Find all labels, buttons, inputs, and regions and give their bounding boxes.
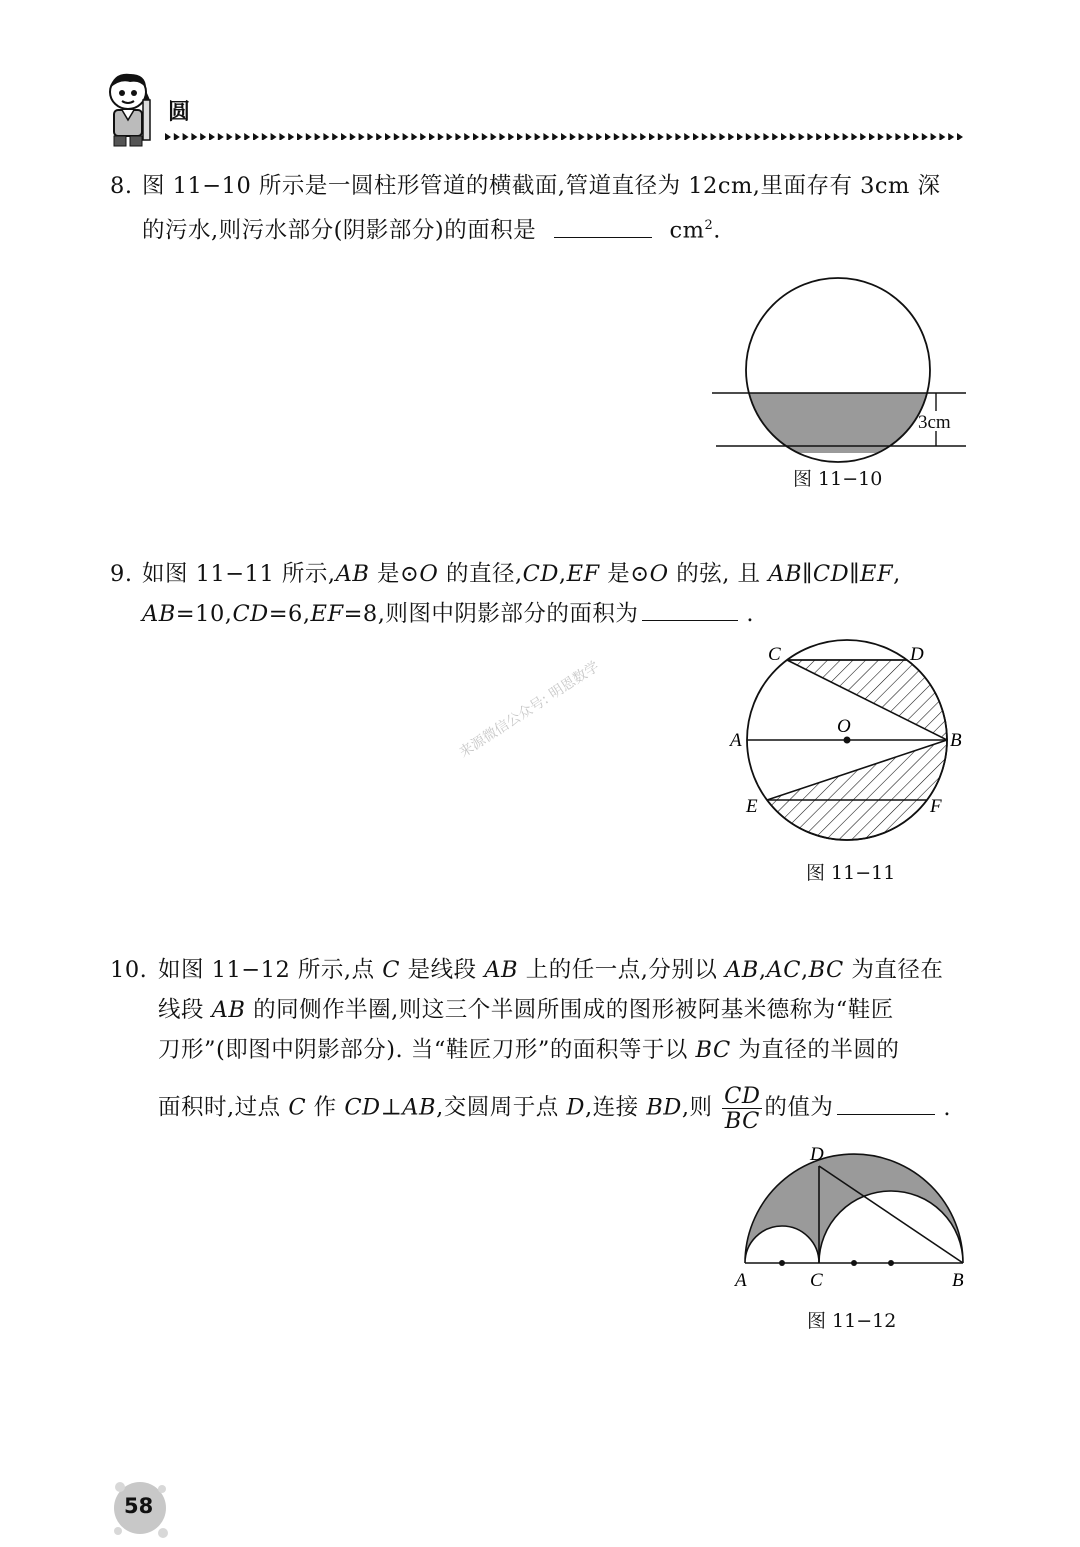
rule-arrow (579, 133, 585, 140)
rule-arrow (279, 133, 285, 140)
figure-11-11 (720, 640, 980, 850)
q10-line2: 线段 AB 的同侧作半圈,则这三个半圆所围成的图形被阿基米德称为“鞋匠 (158, 997, 894, 1023)
rule-arrow (772, 133, 778, 140)
rule-arrow (755, 133, 761, 140)
rule-arrow (367, 133, 373, 140)
rule-arrow (218, 133, 224, 140)
rule-arrow (728, 133, 734, 140)
rule-arrow (790, 133, 796, 140)
rule-arrow (552, 133, 558, 140)
rule-arrow (403, 133, 409, 140)
rule-arrow (913, 133, 919, 140)
figure-11-10 (700, 260, 980, 460)
rule-arrow (737, 133, 743, 140)
arbelos-shaded (745, 1154, 963, 1263)
rule-arrow (667, 133, 673, 140)
rule-arrow (350, 133, 356, 140)
q8-unit: cm (669, 217, 705, 244)
rule-arrow (235, 133, 241, 140)
water-segment (746, 278, 930, 462)
point-a: A (735, 1270, 747, 1291)
rule-arrow (781, 133, 787, 140)
rule-arrow (499, 133, 505, 140)
q8-line1: 图 11−10 所示是一圆柱形管道的横截面,管道直径为 12cm,里面存有 3cm 深 (142, 173, 941, 199)
q10-line3: 刀形”(即图中阴影部分). 当“鞋匠刀形”的面积等于以 BC 为直径的半圆的 (158, 1037, 900, 1063)
rule-arrow (376, 133, 382, 140)
rule-arrow (605, 133, 611, 140)
q10-answer-blank[interactable] (837, 1096, 935, 1115)
q8-end: . (713, 217, 721, 244)
rule-arrow (746, 133, 752, 140)
rule-arrow (570, 133, 576, 140)
rule-arrow (323, 133, 329, 140)
rule-arrow (957, 133, 963, 140)
rule-arrow (939, 133, 945, 140)
rule-arrow (693, 133, 699, 140)
q9-line2: AB=10,CD=6,EF=8,则图中阴影部分的面积为 . (142, 601, 755, 627)
caption-11-12: 图 11−12 (807, 1310, 897, 1332)
rule-arrow (165, 133, 171, 140)
rule-arrow (658, 133, 664, 140)
q9-number: 9. (110, 561, 133, 587)
rule-arrow (711, 133, 717, 140)
rule-arrow (482, 133, 488, 140)
rule-arrow (420, 133, 426, 140)
rule-arrow (517, 133, 523, 140)
rule-arrow (174, 133, 180, 140)
rule-arrow (702, 133, 708, 140)
rule-arrow (587, 133, 593, 140)
rule-arrow (763, 133, 769, 140)
point-c: C (810, 1270, 823, 1291)
q9-line1: 如图 11−11 所示,AB 是⊙O 的直径,CD,EF 是⊙O 的弦, 且 AB∥CD∥EF, (142, 561, 901, 587)
q8-answer-blank[interactable] (554, 219, 652, 238)
rule-arrow (411, 133, 417, 140)
rule-arrow (385, 133, 391, 140)
q10-number: 10. (110, 957, 148, 983)
rule-arrow (543, 133, 549, 140)
rule-arrow (825, 133, 831, 140)
q8-number: 8. (110, 173, 133, 199)
shaded-region-cd (787, 660, 947, 740)
point-b: B (952, 1270, 964, 1291)
rule-arrow (878, 133, 884, 140)
rule-arrow (596, 133, 602, 140)
rule-arrow (623, 133, 629, 140)
rule-arrow (306, 133, 312, 140)
rule-arrow (799, 133, 805, 140)
rule-arrow (200, 133, 206, 140)
rule-arrow (288, 133, 294, 140)
rule-arrow (253, 133, 259, 140)
rule-arrow (191, 133, 197, 140)
rule-arrow (438, 133, 444, 140)
rule-arrow (359, 133, 365, 140)
rule-arrow (315, 133, 321, 140)
rule-arrow (447, 133, 453, 140)
rule-arrow (394, 133, 400, 140)
rule-arrow (561, 133, 567, 140)
center-o (844, 737, 851, 744)
q8-line2-text: 的污水,则污水部分(阴影部分)的面积是 (142, 217, 537, 244)
rule-arrow (429, 133, 435, 140)
point-d: D (910, 644, 924, 665)
rule-arrow (535, 133, 541, 140)
rule-arrow (614, 133, 620, 140)
header-arrow-rule (165, 128, 965, 140)
rule-arrow (834, 133, 840, 140)
rule-arrow (526, 133, 532, 140)
point-d: D (810, 1144, 824, 1165)
section-title: 圆 (168, 100, 191, 125)
rule-arrow (631, 133, 637, 140)
rule-arrow (843, 133, 849, 140)
watermark: 来源微信公众号: 明恩数学 (456, 658, 603, 761)
caption-11-11: 图 11−11 (806, 862, 896, 884)
q9-answer-blank[interactable] (642, 602, 738, 621)
rule-arrow (887, 133, 893, 140)
rule-arrow (904, 133, 910, 140)
rule-arrow (271, 133, 277, 140)
rule-arrow (649, 133, 655, 140)
q10-line1: 如图 11−12 所示,点 C 是线段 AB 上的任一点,分别以 AB,AC,BC 为直径在 (158, 957, 944, 983)
point-o: O (837, 716, 851, 737)
depth-label: 3cm (918, 412, 951, 433)
rule-arrow (297, 133, 303, 140)
rule-arrow (860, 133, 866, 140)
rule-arrow (244, 133, 250, 140)
rule-arrow (869, 133, 875, 140)
rule-arrow (675, 133, 681, 140)
figure-11-12 (730, 1140, 980, 1300)
rule-arrow (895, 133, 901, 140)
point-c: C (768, 644, 781, 665)
rule-arrow (640, 133, 646, 140)
rule-arrow (922, 133, 928, 140)
rule-arrow (341, 133, 347, 140)
mascot-icon (100, 70, 160, 150)
caption-11-10: 图 11−10 (793, 468, 883, 490)
q8-unit-sup: 2 (704, 218, 714, 233)
rule-arrow (473, 133, 479, 140)
rule-arrow (719, 133, 725, 140)
rule-arrow (262, 133, 268, 140)
rule-arrow (948, 133, 954, 140)
rule-arrow (684, 133, 690, 140)
rule-arrow (508, 133, 514, 140)
q10-line4: 面积时,过点 C 作 CD⊥AB,交圆周于点 D,连接 BD,则 $\frac{CD}{BC}$ 的值为 . (158, 1083, 952, 1134)
rule-arrow (807, 133, 813, 140)
rule-arrow (183, 133, 189, 140)
rule-arrow (332, 133, 338, 140)
rule-arrow (464, 133, 470, 140)
point-e: E (746, 796, 758, 817)
point-f: F (930, 796, 942, 817)
rule-arrow (455, 133, 461, 140)
q8-line2 (142, 206, 721, 251)
fraction-cd-bc: $\frac{CD}{BC}$ (724, 1083, 761, 1134)
rule-arrow (816, 133, 822, 140)
rule-arrow (931, 133, 937, 140)
rule-arrow (851, 133, 857, 140)
point-b: B (950, 730, 962, 751)
point-a: A (730, 730, 742, 751)
page-number: 58 (124, 1494, 154, 1518)
rule-arrow (209, 133, 215, 140)
rule-arrow (491, 133, 497, 140)
rule-arrow (227, 133, 233, 140)
